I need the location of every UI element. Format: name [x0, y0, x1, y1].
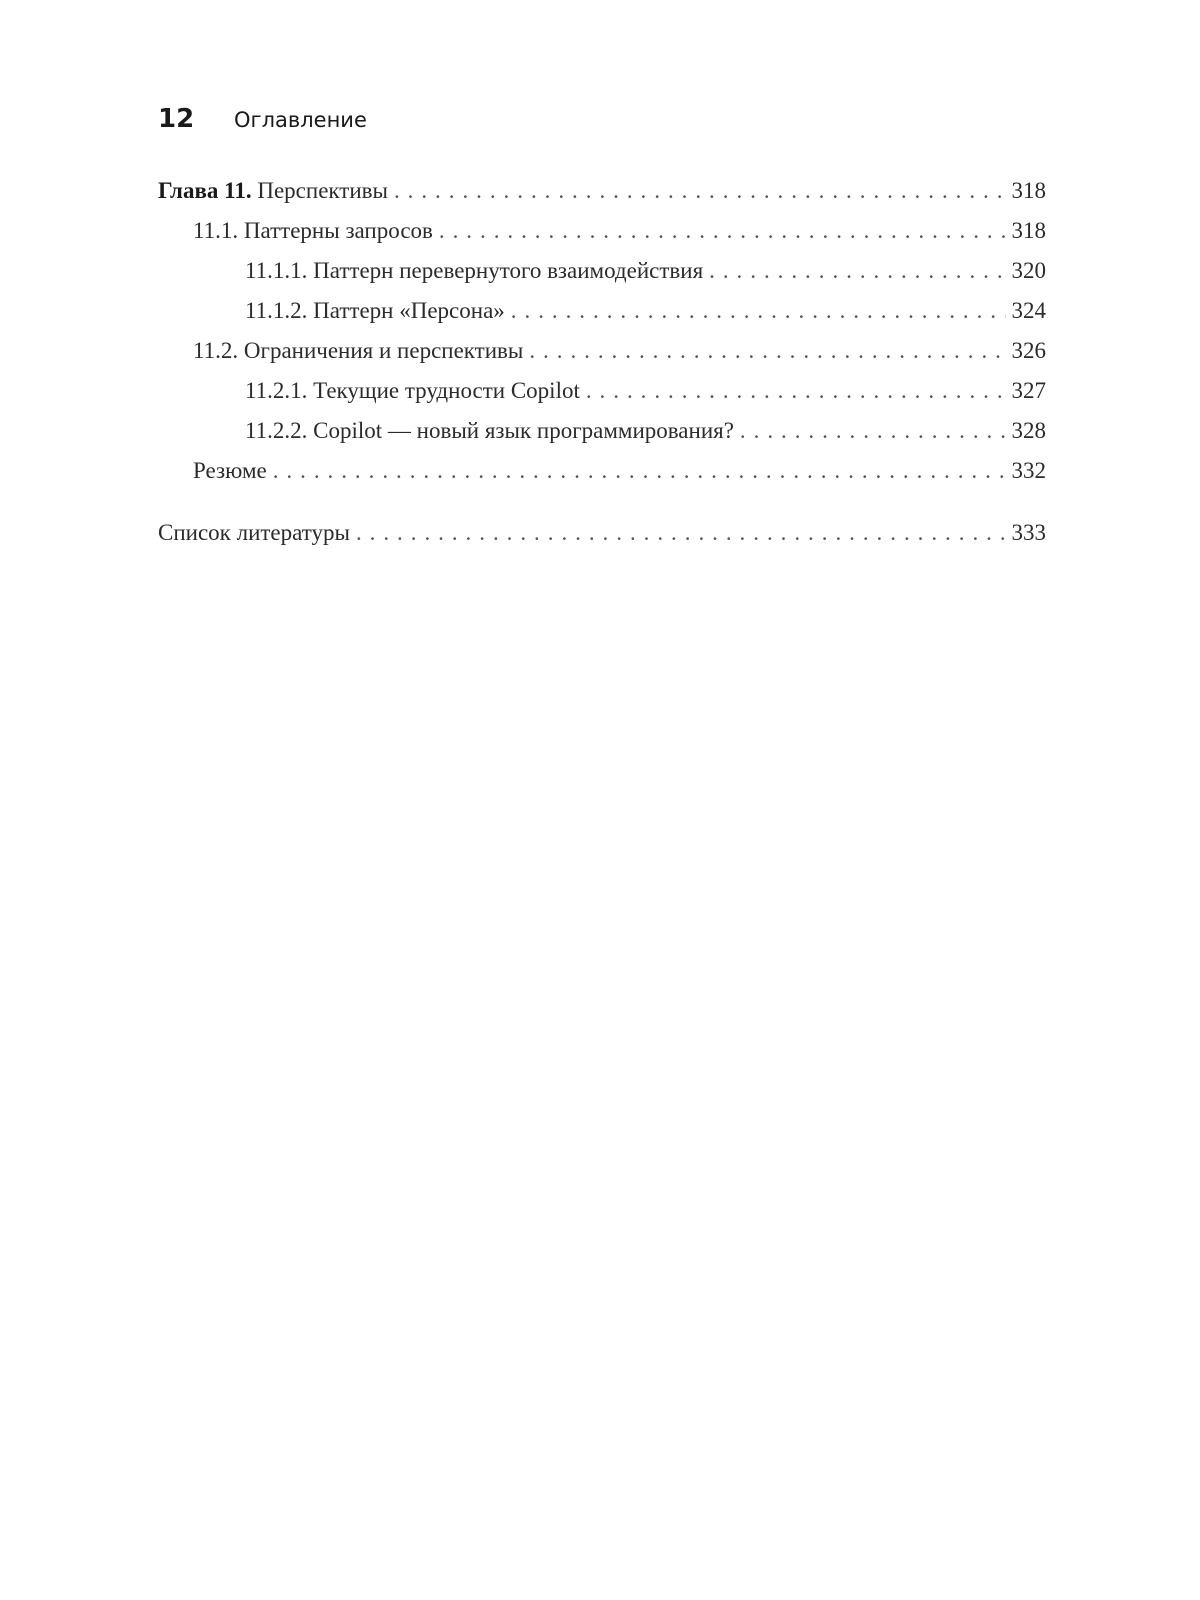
dot-leader [529, 338, 1005, 364]
toc-entry-summary [158, 458, 1046, 498]
toc-entry-title: 11.1.2. Паттерн «Персона» [245, 298, 505, 323]
toc-entry-section-11-2 [158, 338, 1046, 378]
toc-entry-subsection-11-2-2 [158, 418, 1046, 458]
dot-leader [394, 178, 1006, 204]
toc-entry-title: Список литературы [158, 520, 350, 545]
toc-entry-page: 320 [1011, 258, 1046, 283]
toc-entry-title: 11.2. Ограничения и перспективы [193, 338, 524, 363]
dot-leader [273, 458, 1006, 484]
toc-entry-subsection-11-2-1 [158, 378, 1046, 418]
toc-entry-title: Перспективы [257, 178, 388, 203]
toc-entry-title: 11.2.1. Текущие трудности Copilot [245, 378, 580, 403]
toc-entry-page: 327 [1011, 378, 1046, 403]
running-title: Оглавление [234, 108, 367, 132]
toc-entry-page: 324 [1011, 298, 1046, 323]
running-head [158, 104, 367, 140]
toc-entry-title: 11.1.1. Паттерн перевернутого взаимодействия [245, 258, 704, 283]
toc-entry-title: Резюме [193, 458, 267, 483]
toc-entry-page: 328 [1011, 418, 1046, 443]
dot-leader [586, 378, 1006, 404]
dot-leader [439, 218, 1006, 244]
toc-entry-page: 326 [1011, 338, 1046, 363]
toc-entry-title: 11.1. Паттерны запросов [193, 218, 433, 243]
toc-entry-page: 318 [1011, 178, 1046, 203]
toc-entry-chapter-11 [158, 178, 1046, 218]
toc-entry-title: 11.2.2. Copilot — новый язык программирования? [245, 418, 734, 443]
toc-entry-text [158, 178, 388, 204]
toc-entry-bibliography [158, 520, 1046, 560]
toc-entry-subsection-11-1-1 [158, 258, 1046, 298]
toc-entry-page: 318 [1011, 218, 1046, 243]
dot-leader [740, 418, 1006, 444]
toc-entry-subsection-11-1-2 [158, 298, 1046, 338]
toc-entry-page: 332 [1011, 458, 1046, 483]
table-of-contents [158, 178, 1046, 560]
page-number: 12 [158, 104, 195, 134]
dot-leader [356, 520, 1006, 546]
chapter-label: Глава 11. [158, 178, 252, 203]
toc-entry-section-11-1 [158, 218, 1046, 258]
toc-entry-page: 333 [1011, 520, 1046, 545]
dot-leader [709, 258, 1005, 284]
dot-leader [511, 298, 1006, 324]
